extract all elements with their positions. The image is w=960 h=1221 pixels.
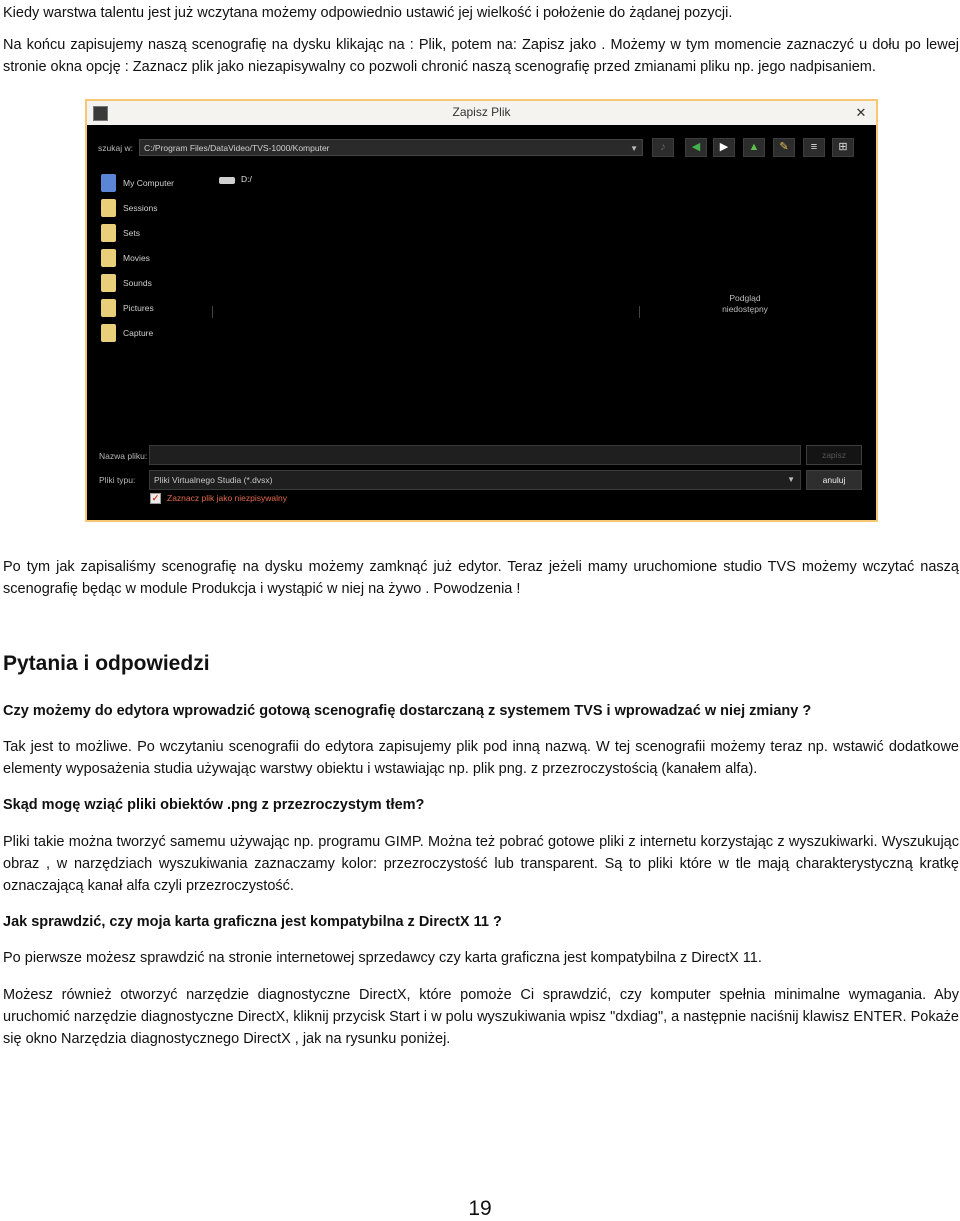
drive-label: D:/ xyxy=(241,174,252,184)
pane-divider[interactable] xyxy=(639,306,640,318)
grid-view-icon[interactable]: ⊞ xyxy=(832,138,854,157)
preview-placeholder xyxy=(705,293,785,315)
folder-icon xyxy=(101,199,116,217)
folder-icon xyxy=(101,274,116,292)
preview-line-2: niedostępny xyxy=(722,304,768,314)
filename-input[interactable] xyxy=(149,445,801,465)
intro-paragraph: Kiedy warstwa talentu jest już wczytana możemy odpowiednio ustawić jej wielkość i położenie do żądanej pozycji. xyxy=(3,5,733,21)
sidebar-item-label: Movies xyxy=(123,253,150,263)
save-instructions-paragraph: Na końcu zapisujemy naszą scenografię na dysku klikając na : Plik, potem na: Zapisz jako . Możemy w tym momencie zaznaczyć u dołu po lewej stronie okna opcję : Zaznacz plik jako niezapisywalny co pozwoli chronić naszą scenografię przed zmianami pliku np. jego nadpisaniem. xyxy=(3,37,959,75)
filetype-dropdown[interactable] xyxy=(149,470,801,490)
sidebar-item-label: My Computer xyxy=(123,178,175,188)
sidebar-item-label: Capture xyxy=(123,328,154,338)
path-value: C:/Program Files/DataVideo/TVS-1000/Komputer xyxy=(144,143,330,153)
question-1: Czy możemy do edytora wprowadzić gotową scenografię dostarczaną z systemem TVS i wprowadzać w niej zmiany ? xyxy=(3,703,812,719)
section-heading: Pytania i odpowiedzi xyxy=(3,652,210,675)
folder-icon xyxy=(101,249,116,267)
sidebar-item-label: Sets xyxy=(123,228,141,238)
folder-icon xyxy=(101,324,116,342)
computer-icon xyxy=(101,174,116,192)
search-label: szukaj w: xyxy=(98,143,133,153)
cancel-button[interactable]: anuluj xyxy=(806,470,862,490)
question-3: Jak sprawdzić, czy moja karta graficzna jest kompatybilna z DirectX 11 ? xyxy=(3,914,502,930)
folder-icon xyxy=(101,224,116,242)
speaker-icon[interactable]: ♪ xyxy=(652,138,674,157)
answer-4: Możesz również otworzyć narzędzie diagnostyczne DirectX, które pomoże Ci sprawdzić, czy komputer spełnia minimalne wymagania. Aby uruchomić narzędzie diagnostyczne DirectX, kliknij przycisk Start i w polu wyszukiwania wpisz "dxdiag", a następnie naciśnij klawisz ENTER. Pokaże się okno Narzędzia diagnostycznego DirectX , jak na rysunku poniżej. xyxy=(3,987,959,1047)
chevron-down-icon: ▼ xyxy=(787,475,795,484)
close-icon[interactable]: ✕ xyxy=(855,105,867,120)
pane-divider[interactable] xyxy=(212,306,213,318)
answer-3: Po pierwsze możesz sprawdzić na stronie internetowej sprzedawcy czy karta graficzna jest kompatybilna z DirectX 11. xyxy=(3,950,762,966)
back-icon[interactable]: ◀ xyxy=(685,138,707,157)
save-dialog-window xyxy=(87,101,876,520)
answer-2: Pliki takie można tworzyć samemu używając np. programu GIMP. Można też pobrać gotowe pliki z internetu korzystając z wyszukiwarki. Wyszukując obraz , w narzędziach wyszukiwania zaznaczamy kolor: przezroczystość lub transparent. Są to pliki które w tle mają charakterystyczną kratkę oznaczającą kanał alfa czyli przezroczystość. xyxy=(3,834,959,894)
folder-icon xyxy=(101,299,116,317)
chevron-down-icon: ▼ xyxy=(630,144,638,153)
save-dialog-screenshot xyxy=(85,99,878,522)
filetype-value: Pliki Virtualnego Studia (*.dvsx) xyxy=(154,475,273,485)
filetype-label: Pliki typu: xyxy=(99,475,136,485)
dialog-title: Zapisz Plik xyxy=(452,105,511,119)
readonly-checkbox-label: Zaznacz plik jako niezpisywalny xyxy=(167,493,287,503)
sidebar-item-label: Sounds xyxy=(123,278,152,288)
question-2: Skąd mogę wziąć pliki obiektów .png z przezroczystym tłem? xyxy=(3,797,425,813)
page-number: 19 xyxy=(468,1197,492,1220)
forward-icon[interactable]: ▶ xyxy=(713,138,735,157)
sidebar-item-label: Pictures xyxy=(123,303,154,313)
sidebar-item-label: Sessions xyxy=(123,203,158,213)
preview-line-1: Podgląd xyxy=(729,293,761,303)
filename-label: Nazwa pliku: xyxy=(99,451,148,461)
closing-paragraph: Po tym jak zapisaliśmy scenografię na dysku możemy zamknąć już edytor. Teraz jeżeli mamy uruchomione studio TVS możemy wczytać naszą scenografię będąc w module Produkcja i wystąpić w niej na żywo . Powodzenia ! xyxy=(3,559,959,597)
dialog-titlebar xyxy=(87,101,876,125)
new-folder-icon[interactable]: ✎ xyxy=(773,138,795,157)
path-dropdown[interactable] xyxy=(139,139,643,156)
up-icon[interactable]: ▲ xyxy=(743,138,765,157)
answer-1: Tak jest to możliwe. Po wczytaniu scenografii do edytora zapisujemy plik pod inną nazwą. W tej scenografii możemy teraz np. wstawić dodatkowe elementy wyposażenia studia używając warstwy obiektu i wstawiając np. plik png. z przezroczystością (kanałem alfa). xyxy=(3,739,959,777)
checkmark-icon[interactable]: ✓ xyxy=(151,493,160,503)
drive-icon xyxy=(219,177,235,184)
list-view-icon[interactable]: ≡ xyxy=(803,138,825,157)
save-button[interactable]: zapisz xyxy=(806,445,862,465)
